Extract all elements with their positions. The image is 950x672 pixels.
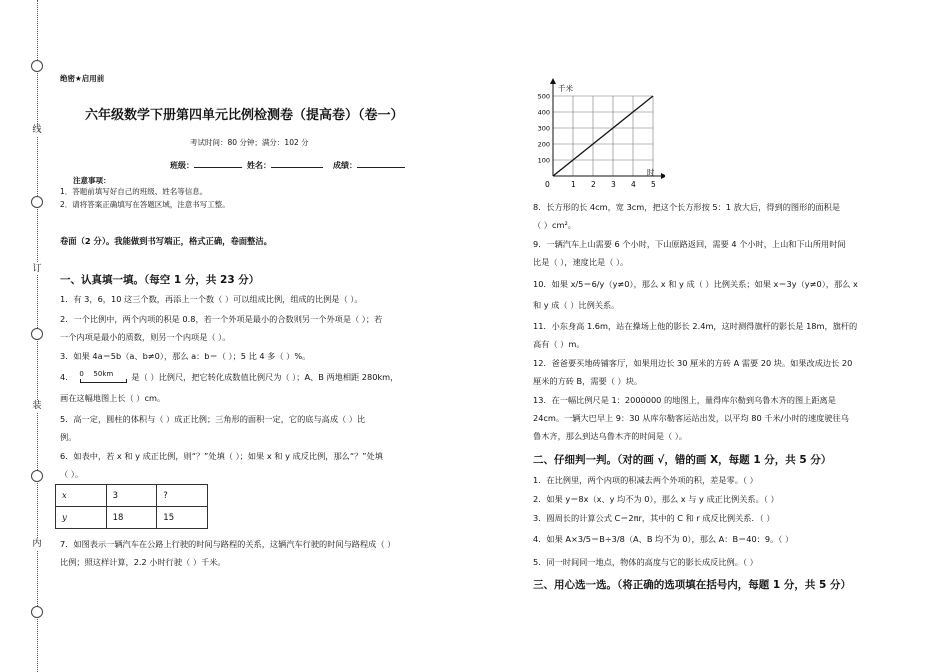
judge-1: 1．在比例里，两个内项的积减去两个外项的积，差是零。（ ） (533, 475, 758, 485)
binding-margin (0, 0, 46, 672)
x-axis-arrow (661, 173, 665, 179)
question-2-line-2: 一个内项是最小的质数，则另一个内项是（ ）。 (60, 332, 231, 342)
x-tick-label: 1 (571, 180, 576, 189)
question-11-line-1: 11．小东身高 1.6m，站在操场上他的影长 2.4m，这时测得旗杆的影长是 18m，旗杆的 (533, 321, 858, 331)
table-cell: x (56, 485, 107, 507)
question-3: 3．如果 4a＝5b（a、b≠0），那么 a：b＝（ ）；5 比 4 多（ ）%。 (60, 351, 311, 361)
question-4-line-2: 画在这幅地图上长（ ）cm。 (60, 393, 166, 403)
question-10-line-2: 和 y 成（ ）比例关系。 (533, 300, 620, 310)
question-7-line-2: 比例；照这样计算，2.2 小时行驶（ ）千米。 (60, 557, 226, 567)
judge-2: 2．如果 y＝8x（x、y 均不为 0），那么 x 与 y 成正比例关系。（ ） (533, 494, 779, 504)
note-item: 2．请将答案正确填写在答题区域，注意书写工整。 (60, 200, 230, 209)
x-tick-label: 4 (631, 180, 636, 189)
y-tick-label: 100 (537, 156, 550, 165)
xy-table (55, 484, 208, 529)
question-5-line-2: 例。 (60, 432, 77, 442)
y-tick-label: 300 (537, 124, 550, 133)
question-9-line-1: 9．一辆汽车上山需要 6 个小时，下山原路返回，需要 4 个小时，上山和下山所用时间 (533, 239, 846, 249)
question-11-line-2: 高有（ ）m。 (533, 339, 585, 349)
question-5-line-1: 5．高一定，圆柱的体积与（ ）成正比例；三角形的面积一定，它的底与高成（ ）比 (60, 414, 366, 424)
table-cell: ? (157, 485, 208, 507)
question-7-line-1: 7．如图表示一辆汽车在公路上行驶的时间与路程的关系，这辆汽车行驶的时间与路程成（ ） (60, 539, 396, 549)
binding-circle (31, 196, 43, 208)
judge-5: 5．同一时间同一地点，物体的高度与它的影长成反比例。（ ） (533, 557, 758, 567)
page-title: 六年级数学下册第四单元比例检测卷（提高卷）（卷一） (85, 108, 404, 123)
name-field (247, 160, 323, 171)
question-13-line-3: 鲁木齐，那么到达乌鲁木齐的时间是（ ）。 (533, 431, 688, 441)
y-tick-label: 500 (537, 92, 550, 101)
chart-x-axis-label: 时 (647, 168, 655, 177)
y-axis-arrow (550, 78, 556, 84)
y-tick-label: 200 (537, 140, 550, 149)
question-10-line-1: 10．如果 x/5＝6/y（y≠0），那么 x 和 y 成（ ）比例关系；如果 x＝3y（y≠0），那么 x (533, 279, 858, 289)
section-2-title: 二、仔细判一判。（对的画 √，错的画 X，每题 1 分，共 5 分） (533, 454, 832, 466)
distance-time-chart (525, 78, 665, 192)
chart-series (553, 96, 653, 176)
chart-y-axis-label: 千米 (558, 84, 573, 93)
question-2-line-1: 2．一个比例中，两个内项的积是 0.8，若一个外项是最小的合数则另一个外项是（ ）；若 (60, 314, 383, 324)
section-1-title: 一、认真填一填。（每空 1 分，共 23 分） (60, 274, 260, 286)
question-8-line-2: （ ）cm²。 (533, 220, 576, 230)
series-line (553, 96, 653, 176)
scale-line (80, 379, 127, 383)
question-1: 1．有 3，6，10 这三个数，再添上一个数（ ）可以组成比例，组成的比例是（ ）。 (60, 294, 363, 304)
class-field (170, 160, 242, 171)
question-4-line-1: 4． 0 50km 是（ ）比例尺，把它转化成数值比例尺为（ ）；A、B 两地相距 280km， (60, 370, 399, 382)
scale-label: 50km (93, 370, 114, 378)
binding-circle (31, 606, 43, 618)
x-tick-label: 2 (591, 180, 596, 189)
x-tick-label: 3 (611, 180, 616, 189)
judge-4: 4．如果 A×3/5＝B÷3/8（A、B 均不为 0），那么 A：B＝40：9。（ ） (533, 534, 794, 544)
question-9-line-2: 比是（ ），速度比是（ ）。 (533, 257, 629, 267)
notes-title: 注意事项： (73, 176, 111, 185)
table-cell: 18 (106, 507, 157, 529)
binding-circle (31, 60, 43, 72)
secret-mark: 绝密★启用前 (60, 74, 105, 83)
exam-info: 考试时间：80 分钟；满分：102 分 (190, 138, 309, 147)
binding-char: 内 (32, 539, 42, 549)
scale-bar (77, 371, 127, 383)
x-tick-label: 0 (545, 180, 550, 189)
score-blank[interactable] (357, 167, 405, 168)
question-12-line-1: 12．爸爸要买地砖铺客厅，如果用边长 30 厘米的方砖 A 需要 20 块。如果改成边长 20 (533, 358, 853, 368)
question-13-line-2: 24cm。一辆大巴早上 9：30 从库尔勒客运站出发，以平均 80 千米/小时的速度驶往乌 (533, 413, 849, 423)
scale-zero: 0 (79, 370, 84, 378)
binding-char: 订 (32, 264, 42, 274)
binding-char: 线 (32, 125, 42, 135)
binding-circle (31, 470, 43, 482)
judge-3: 3．圆周长的计算公式 C＝2πr，其中的 C 和 r 成反比例关系．（ ） (533, 513, 775, 523)
name-label: 姓名： (247, 161, 271, 170)
table-row (56, 507, 208, 529)
name-blank[interactable] (271, 167, 323, 168)
class-label: 班级： (170, 161, 194, 170)
table-cell: 15 (157, 507, 208, 529)
binding-circle (31, 328, 43, 340)
question-6-line-1: 6．如表中，若 x 和 y 成正比例，则“？”处填（ ）；如果 x 和 y 成反比例，那么“？”处填 (60, 451, 383, 461)
section-3-title: 三、用心选一选。（将正确的选项填在括号内，每题 1 分，共 5 分） (533, 579, 851, 591)
x-tick-label: 5 (651, 180, 656, 189)
y-tick-label: 400 (537, 108, 550, 117)
binding-char: 装 (32, 401, 42, 411)
class-blank[interactable] (194, 167, 242, 168)
neatness-line: 卷面（2 分）。我能做到书写端正，格式正确，卷面整洁。 (60, 236, 272, 246)
table-cell: y (56, 507, 107, 529)
question-6-line-2: （ ）。 (60, 469, 84, 479)
table-row (56, 485, 208, 507)
note-item: 1．答题前填写好自己的班级、姓名等信息。 (60, 187, 208, 196)
score-field (333, 160, 405, 171)
score-label: 成绩： (333, 161, 357, 170)
table-cell: 3 (106, 485, 157, 507)
question-12-line-2: 厘米的方砖 B，需要（ ）块。 (533, 376, 643, 386)
question-13-line-1: 13．在一幅比例尺是 1：2000000 的地图上，量得库尔勒到乌鲁木齐的图上距离是 (533, 395, 836, 405)
question-8-line-1: 8．长方形的长 4cm，宽 3cm，把这个长方形按 5：1 放大后，得到的图形的面积是 (533, 202, 841, 212)
